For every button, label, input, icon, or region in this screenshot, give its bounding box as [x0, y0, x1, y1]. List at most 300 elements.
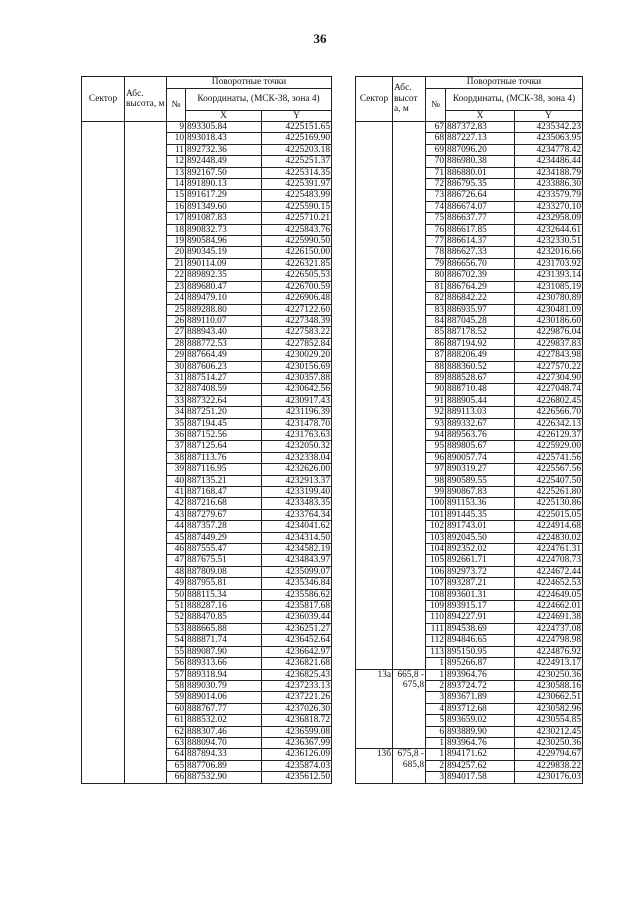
coordinate-x: 888710.48	[446, 384, 515, 395]
coordinate-x: 893724.72	[446, 680, 515, 691]
coordinate-y: 4237026.30	[262, 703, 332, 714]
point-number: 9	[167, 122, 186, 133]
coordinate-x: 895266.87	[446, 658, 515, 669]
point-number: 99	[426, 487, 446, 498]
coordinate-y: 4224672.44	[515, 566, 583, 577]
coordinate-y: 4227843.98	[515, 350, 583, 361]
coordinate-y: 4236126.09	[262, 749, 332, 760]
altitude-value: 685,8	[402, 759, 424, 770]
point-number: 43	[167, 509, 186, 520]
point-number: 95	[426, 441, 446, 452]
point-number: 35	[167, 418, 186, 429]
coordinate-x: 893964.76	[446, 737, 515, 748]
coordinate-x: 894257.62	[446, 760, 515, 771]
coordinate-y: 4224652.53	[515, 578, 583, 589]
point-number: 76	[426, 224, 446, 235]
point-number: 39	[167, 464, 186, 475]
point-number: 3	[426, 692, 446, 703]
coordinate-y: 4225015.05	[515, 509, 583, 520]
coordinate-y: 4233579.79	[515, 190, 583, 201]
coordinate-y: 4233199.40	[262, 487, 332, 498]
coordinate-y: 4227304.90	[515, 372, 583, 383]
coordinate-y: 4224830.02	[515, 532, 583, 543]
coordinate-x: 892352.02	[446, 544, 515, 555]
coordinate-y: 4225843.76	[262, 224, 332, 235]
coordinate-y: 4232644.61	[515, 224, 583, 235]
coordinate-x: 887555.47	[186, 544, 262, 555]
coordinate-y: 4235063.95	[515, 133, 583, 144]
coordinate-y: 4224761.31	[515, 544, 583, 555]
point-number: 22	[167, 270, 186, 281]
coordinate-x: 886935.97	[446, 304, 515, 315]
coordinate-x: 887606.23	[186, 361, 262, 372]
point-number: 105	[426, 555, 446, 566]
coordinate-x: 893712.68	[446, 703, 515, 714]
coordinate-x: 887168.47	[186, 487, 262, 498]
coordinate-y: 4225990.50	[262, 236, 332, 247]
point-number: 108	[426, 589, 446, 600]
coordinate-x: 888943.40	[186, 327, 262, 338]
coordinate-x: 894227.91	[446, 612, 515, 623]
altitude-cell	[393, 669, 426, 749]
coordinate-x: 893964.76	[446, 669, 515, 680]
header-x: X	[186, 110, 262, 122]
coordinate-x: 887178.52	[446, 327, 515, 338]
coordinate-x: 887152.56	[186, 429, 262, 440]
point-number: 96	[426, 452, 446, 463]
coordinate-y: 4234314.50	[262, 532, 332, 543]
header-sector: Сектор	[356, 77, 393, 122]
coordinate-x: 892448.49	[186, 156, 262, 167]
coordinate-y: 4224649.05	[515, 589, 583, 600]
coordinate-x: 887227.13	[446, 133, 515, 144]
coordinate-x: 887096.20	[446, 144, 515, 155]
coordinate-y: 4232330.51	[515, 236, 583, 247]
coordinate-x: 888532.02	[186, 715, 262, 726]
coordinate-x: 889332.67	[446, 418, 515, 429]
point-number: 1	[426, 658, 446, 669]
coordinate-x: 888287.16	[186, 601, 262, 612]
coordinate-y: 4236642.97	[262, 646, 332, 657]
point-number: 109	[426, 601, 446, 612]
coordinate-y: 4232016.66	[515, 247, 583, 258]
coordinate-x: 890057.74	[446, 452, 515, 463]
coordinate-y: 4236825.43	[262, 669, 332, 680]
header-x: X	[446, 110, 515, 122]
left-table-body	[82, 122, 332, 784]
coordinate-y: 4231196.39	[262, 407, 332, 418]
coordinate-x: 893287.21	[446, 578, 515, 589]
coordinate-y: 4232913.37	[262, 475, 332, 486]
coordinate-y: 4230250.36	[515, 737, 583, 748]
point-number: 51	[167, 601, 186, 612]
coordinate-x: 888665.88	[186, 623, 262, 634]
header-turning-points: Поворотные точки	[167, 77, 332, 89]
coordinate-x: 887116.95	[186, 464, 262, 475]
coordinate-x: 887675.51	[186, 555, 262, 566]
point-number: 27	[167, 327, 186, 338]
coordinate-x: 893915.17	[446, 601, 515, 612]
coordinate-y: 4225567.56	[515, 464, 583, 475]
coordinate-x: 886795.35	[446, 179, 515, 190]
point-number: 86	[426, 338, 446, 349]
coordinate-y: 4227348.39	[262, 315, 332, 326]
coordinate-x: 893305.84	[186, 122, 262, 133]
coordinate-y: 4229837.83	[515, 338, 583, 349]
coordinate-y: 4230662.51	[515, 692, 583, 703]
coordinate-x: 889318.94	[186, 669, 262, 680]
coordinate-x: 889563.76	[446, 429, 515, 440]
coordinate-x: 889087.90	[186, 646, 262, 657]
coordinate-x: 888871.74	[186, 635, 262, 646]
point-number: 48	[167, 566, 186, 577]
point-number: 13	[167, 167, 186, 178]
coordinate-y: 4226802.45	[515, 395, 583, 406]
point-number: 36	[167, 429, 186, 440]
coordinate-x: 889680.47	[186, 281, 262, 292]
coordinate-y: 4226566.70	[515, 407, 583, 418]
coordinate-x: 888905.44	[446, 395, 515, 406]
coordinate-x: 893671.89	[446, 692, 515, 703]
point-number: 44	[167, 521, 186, 532]
coordinate-y: 4230250.36	[515, 669, 583, 680]
point-number: 55	[167, 646, 186, 657]
coordinate-y: 4225710.21	[262, 213, 332, 224]
coordinate-y: 4225407.50	[515, 475, 583, 486]
sector-cell	[356, 669, 393, 749]
coordinate-y: 4225151.65	[262, 122, 332, 133]
coordinate-x: 886637.77	[446, 213, 515, 224]
coordinate-y: 4230029.20	[262, 350, 332, 361]
point-number: 19	[167, 236, 186, 247]
point-number: 63	[167, 737, 186, 748]
coordinate-y: 4226906.48	[262, 293, 332, 304]
coordinate-y: 4225929.00	[515, 441, 583, 452]
coordinate-y: 4225741.56	[515, 452, 583, 463]
header-y: Y	[262, 110, 332, 122]
coordinate-y: 4225251.37	[262, 156, 332, 167]
coordinate-y: 4235342.23	[515, 122, 583, 133]
point-number: 112	[426, 635, 446, 646]
coordinate-x: 888767.77	[186, 703, 262, 714]
coordinate-x: 890589.55	[446, 475, 515, 486]
table-row	[356, 122, 583, 133]
point-number: 67	[426, 122, 446, 133]
coordinate-x: 888772.53	[186, 338, 262, 349]
point-number: 80	[426, 270, 446, 281]
coordinate-y: 4231763.63	[262, 429, 332, 440]
table-row	[356, 749, 583, 760]
coordinate-y: 4224876.92	[515, 646, 583, 657]
coordinate-x: 891349.60	[186, 201, 262, 212]
point-number: 25	[167, 304, 186, 315]
point-number: 53	[167, 623, 186, 634]
coordinate-y: 4226342.13	[515, 418, 583, 429]
header-y: Y	[515, 110, 583, 122]
point-number: 102	[426, 521, 446, 532]
header-coordinates: Координаты, (МСК-38, зона 4)	[446, 88, 583, 110]
point-number: 42	[167, 498, 186, 509]
point-number: 90	[426, 384, 446, 395]
point-number: 78	[426, 247, 446, 258]
coordinate-y: 4234188.79	[515, 167, 583, 178]
coordinate-y: 4230588.16	[515, 680, 583, 691]
coordinate-x: 888206.49	[446, 350, 515, 361]
point-number: 37	[167, 441, 186, 452]
coordinate-x: 892167.50	[186, 167, 262, 178]
sector-label: 13а	[377, 669, 391, 680]
point-number: 94	[426, 429, 446, 440]
coordinate-y: 4236039.44	[262, 612, 332, 623]
coordinate-y: 4231478.70	[262, 418, 332, 429]
point-number: 29	[167, 350, 186, 361]
coordinate-x: 891445.35	[446, 509, 515, 520]
point-number: 104	[426, 544, 446, 555]
page-number: 36	[313, 31, 327, 46]
point-number: 11	[167, 144, 186, 155]
header-turning-points: Поворотные точки	[426, 77, 583, 89]
point-number: 5	[426, 715, 446, 726]
coordinate-y: 4226129.37	[515, 429, 583, 440]
coordinate-x: 887251.20	[186, 407, 262, 418]
coordinate-x: 892661.71	[446, 555, 515, 566]
point-number: 100	[426, 498, 446, 509]
altitude-value: 665,8 -	[397, 669, 424, 680]
coordinate-y: 4230780.89	[515, 293, 583, 304]
point-number: 17	[167, 213, 186, 224]
point-number: 74	[426, 201, 446, 212]
coordinate-y: 4235612.50	[262, 772, 332, 783]
coordinate-y: 4231703.92	[515, 258, 583, 269]
header-coordinates: Координаты, (МСК-38, зона 4)	[186, 88, 332, 110]
coordinate-y: 4226505.53	[262, 270, 332, 281]
point-number: 1	[426, 749, 446, 760]
point-number: 6	[426, 726, 446, 737]
coordinate-x: 888360.52	[446, 361, 515, 372]
coordinate-y: 4231393.14	[515, 270, 583, 281]
point-number: 85	[426, 327, 446, 338]
coordinate-x: 886617.85	[446, 224, 515, 235]
coordinate-y: 4230481.09	[515, 304, 583, 315]
point-number: 41	[167, 487, 186, 498]
point-number: 33	[167, 395, 186, 406]
header-number: №	[167, 88, 186, 122]
coordinate-x: 887194.92	[446, 338, 515, 349]
coordinate-y: 4224691.38	[515, 612, 583, 623]
point-number: 77	[426, 236, 446, 247]
coordinate-x: 886656.70	[446, 258, 515, 269]
coordinate-x: 890319.27	[446, 464, 515, 475]
point-number: 23	[167, 281, 186, 292]
point-number: 111	[426, 623, 446, 634]
coordinate-y: 4224913.17	[515, 658, 583, 669]
point-number: 40	[167, 475, 186, 486]
coordinate-x: 887532.90	[186, 772, 262, 783]
point-number: 101	[426, 509, 446, 520]
coordinate-y: 4236367.99	[262, 737, 332, 748]
sector-cell	[356, 749, 393, 783]
coordinate-y: 4230186.60	[515, 315, 583, 326]
point-number: 12	[167, 156, 186, 167]
coordinate-y: 4232338.04	[262, 452, 332, 463]
coordinate-x: 887125.64	[186, 441, 262, 452]
coordinate-x: 890867.83	[446, 487, 515, 498]
coordinate-x: 887135.21	[186, 475, 262, 486]
coordinate-y: 4235099.07	[262, 566, 332, 577]
point-number: 70	[426, 156, 446, 167]
coordinate-y: 4232050.32	[262, 441, 332, 452]
coordinate-x: 891890.13	[186, 179, 262, 190]
point-number: 58	[167, 680, 186, 691]
coordinate-y: 4236818.72	[262, 715, 332, 726]
coordinate-y: 4234486.44	[515, 156, 583, 167]
point-number: 107	[426, 578, 446, 589]
coordinate-x: 889030.79	[186, 680, 262, 691]
header-sector: Сектор	[82, 77, 125, 122]
coordinate-x: 887322.64	[186, 395, 262, 406]
point-number: 79	[426, 258, 446, 269]
coordinate-x: 887955.81	[186, 578, 262, 589]
point-number: 28	[167, 338, 186, 349]
coordinate-y: 4232626.00	[262, 464, 332, 475]
coordinate-y: 4235586.62	[262, 589, 332, 600]
coordinate-x: 887809.08	[186, 566, 262, 577]
coordinate-y: 4226700.59	[262, 281, 332, 292]
point-number: 110	[426, 612, 446, 623]
coordinate-x: 895150.95	[446, 646, 515, 657]
altitude-cell	[125, 122, 167, 784]
coordinate-x: 887357.28	[186, 521, 262, 532]
coordinate-y: 4225203.18	[262, 144, 332, 155]
coordinate-x: 886880.01	[446, 167, 515, 178]
point-number: 62	[167, 726, 186, 737]
coordinate-x: 892973.72	[446, 566, 515, 577]
coordinate-x: 887279.67	[186, 509, 262, 520]
coordinate-y: 4224914.68	[515, 521, 583, 532]
point-number: 34	[167, 407, 186, 418]
coordinate-y: 4225391.97	[262, 179, 332, 190]
coordinate-y: 4229794.67	[515, 749, 583, 760]
coordinates-table-left	[81, 76, 332, 784]
coordinate-y: 4227852.84	[262, 338, 332, 349]
coordinate-y: 4236452.64	[262, 635, 332, 646]
coordinate-x: 887894.33	[186, 749, 262, 760]
coordinate-y: 4233764.34	[262, 509, 332, 520]
coordinate-y: 4229876.04	[515, 327, 583, 338]
point-number: 81	[426, 281, 446, 292]
point-number: 38	[167, 452, 186, 463]
point-number: 97	[426, 464, 446, 475]
coordinate-y: 4225261.80	[515, 487, 583, 498]
coordinate-x: 887514.27	[186, 372, 262, 383]
coordinate-x: 888094.70	[186, 737, 262, 748]
point-number: 61	[167, 715, 186, 726]
coordinate-y: 4230554.85	[515, 715, 583, 726]
altitude-cell	[393, 122, 426, 670]
coordinate-x: 889014.06	[186, 692, 262, 703]
point-number: 69	[426, 144, 446, 155]
coordinate-x: 891617.29	[186, 190, 262, 201]
coordinate-x: 886702.39	[446, 270, 515, 281]
point-number: 54	[167, 635, 186, 646]
header-number: №	[426, 88, 446, 122]
coordinate-y: 4236599.08	[262, 726, 332, 737]
coordinate-x: 887706.89	[186, 760, 262, 771]
point-number: 30	[167, 361, 186, 372]
point-number: 91	[426, 395, 446, 406]
coordinate-x: 887449.29	[186, 532, 262, 543]
point-number: 31	[167, 372, 186, 383]
altitude-value: 675,8	[402, 679, 424, 690]
coordinate-y: 4237221.26	[262, 692, 332, 703]
coordinate-x: 889113.03	[446, 407, 515, 418]
coordinate-x: 889479.10	[186, 293, 262, 304]
coordinate-y: 4234843.97	[262, 555, 332, 566]
altitude-value: 675,8 -	[397, 749, 424, 760]
coordinate-y: 4225483.99	[262, 190, 332, 201]
point-number: 49	[167, 578, 186, 589]
coordinate-y: 4230156.69	[262, 361, 332, 372]
point-number: 59	[167, 692, 186, 703]
coordinate-y: 4233270.10	[515, 201, 583, 212]
coordinate-x: 890584.96	[186, 236, 262, 247]
coordinate-y: 4236251.27	[262, 623, 332, 634]
coordinate-x: 887194.45	[186, 418, 262, 429]
coordinate-x: 886674.07	[446, 201, 515, 212]
coordinate-y: 4232958.09	[515, 213, 583, 224]
coordinate-y: 4230917.43	[262, 395, 332, 406]
point-number: 64	[167, 749, 186, 760]
coordinate-x: 889892.35	[186, 270, 262, 281]
point-number: 2	[426, 680, 446, 691]
coordinate-y: 4224798.98	[515, 635, 583, 646]
point-number: 56	[167, 658, 186, 669]
coordinate-y: 4227122.60	[262, 304, 332, 315]
coordinate-x: 891743.01	[446, 521, 515, 532]
coordinate-x: 886614.37	[446, 236, 515, 247]
coordinate-x: 889313.66	[186, 658, 262, 669]
coordinate-y: 4226321.85	[262, 258, 332, 269]
coordinate-y: 4225590.15	[262, 201, 332, 212]
point-number: 47	[167, 555, 186, 566]
header-altitude: Абс. высота, м	[125, 77, 167, 122]
coordinate-y: 4234041.62	[262, 521, 332, 532]
coordinate-x: 893659.02	[446, 715, 515, 726]
point-number: 20	[167, 247, 186, 258]
sector-cell	[82, 122, 125, 784]
point-number: 84	[426, 315, 446, 326]
coordinate-x: 891153.36	[446, 498, 515, 509]
coordinate-x: 894846.65	[446, 635, 515, 646]
point-number: 32	[167, 384, 186, 395]
coordinate-y: 4230212.45	[515, 726, 583, 737]
coordinate-y: 4235874.03	[262, 760, 332, 771]
coordinate-x: 894538.69	[446, 623, 515, 634]
coordinate-x: 890345.19	[186, 247, 262, 258]
coordinate-x: 892045.50	[446, 532, 515, 543]
point-number: 72	[426, 179, 446, 190]
coordinate-x: 890114.09	[186, 258, 262, 269]
point-number: 2	[426, 760, 446, 771]
point-number: 26	[167, 315, 186, 326]
coordinate-x: 886726.64	[446, 190, 515, 201]
coordinates-table-right	[355, 76, 583, 784]
coordinate-y: 4225314.35	[262, 167, 332, 178]
coordinate-y: 4224737.08	[515, 623, 583, 634]
table-row	[356, 669, 583, 680]
coordinate-x: 893889.90	[446, 726, 515, 737]
coordinate-y: 4237233.13	[262, 680, 332, 691]
